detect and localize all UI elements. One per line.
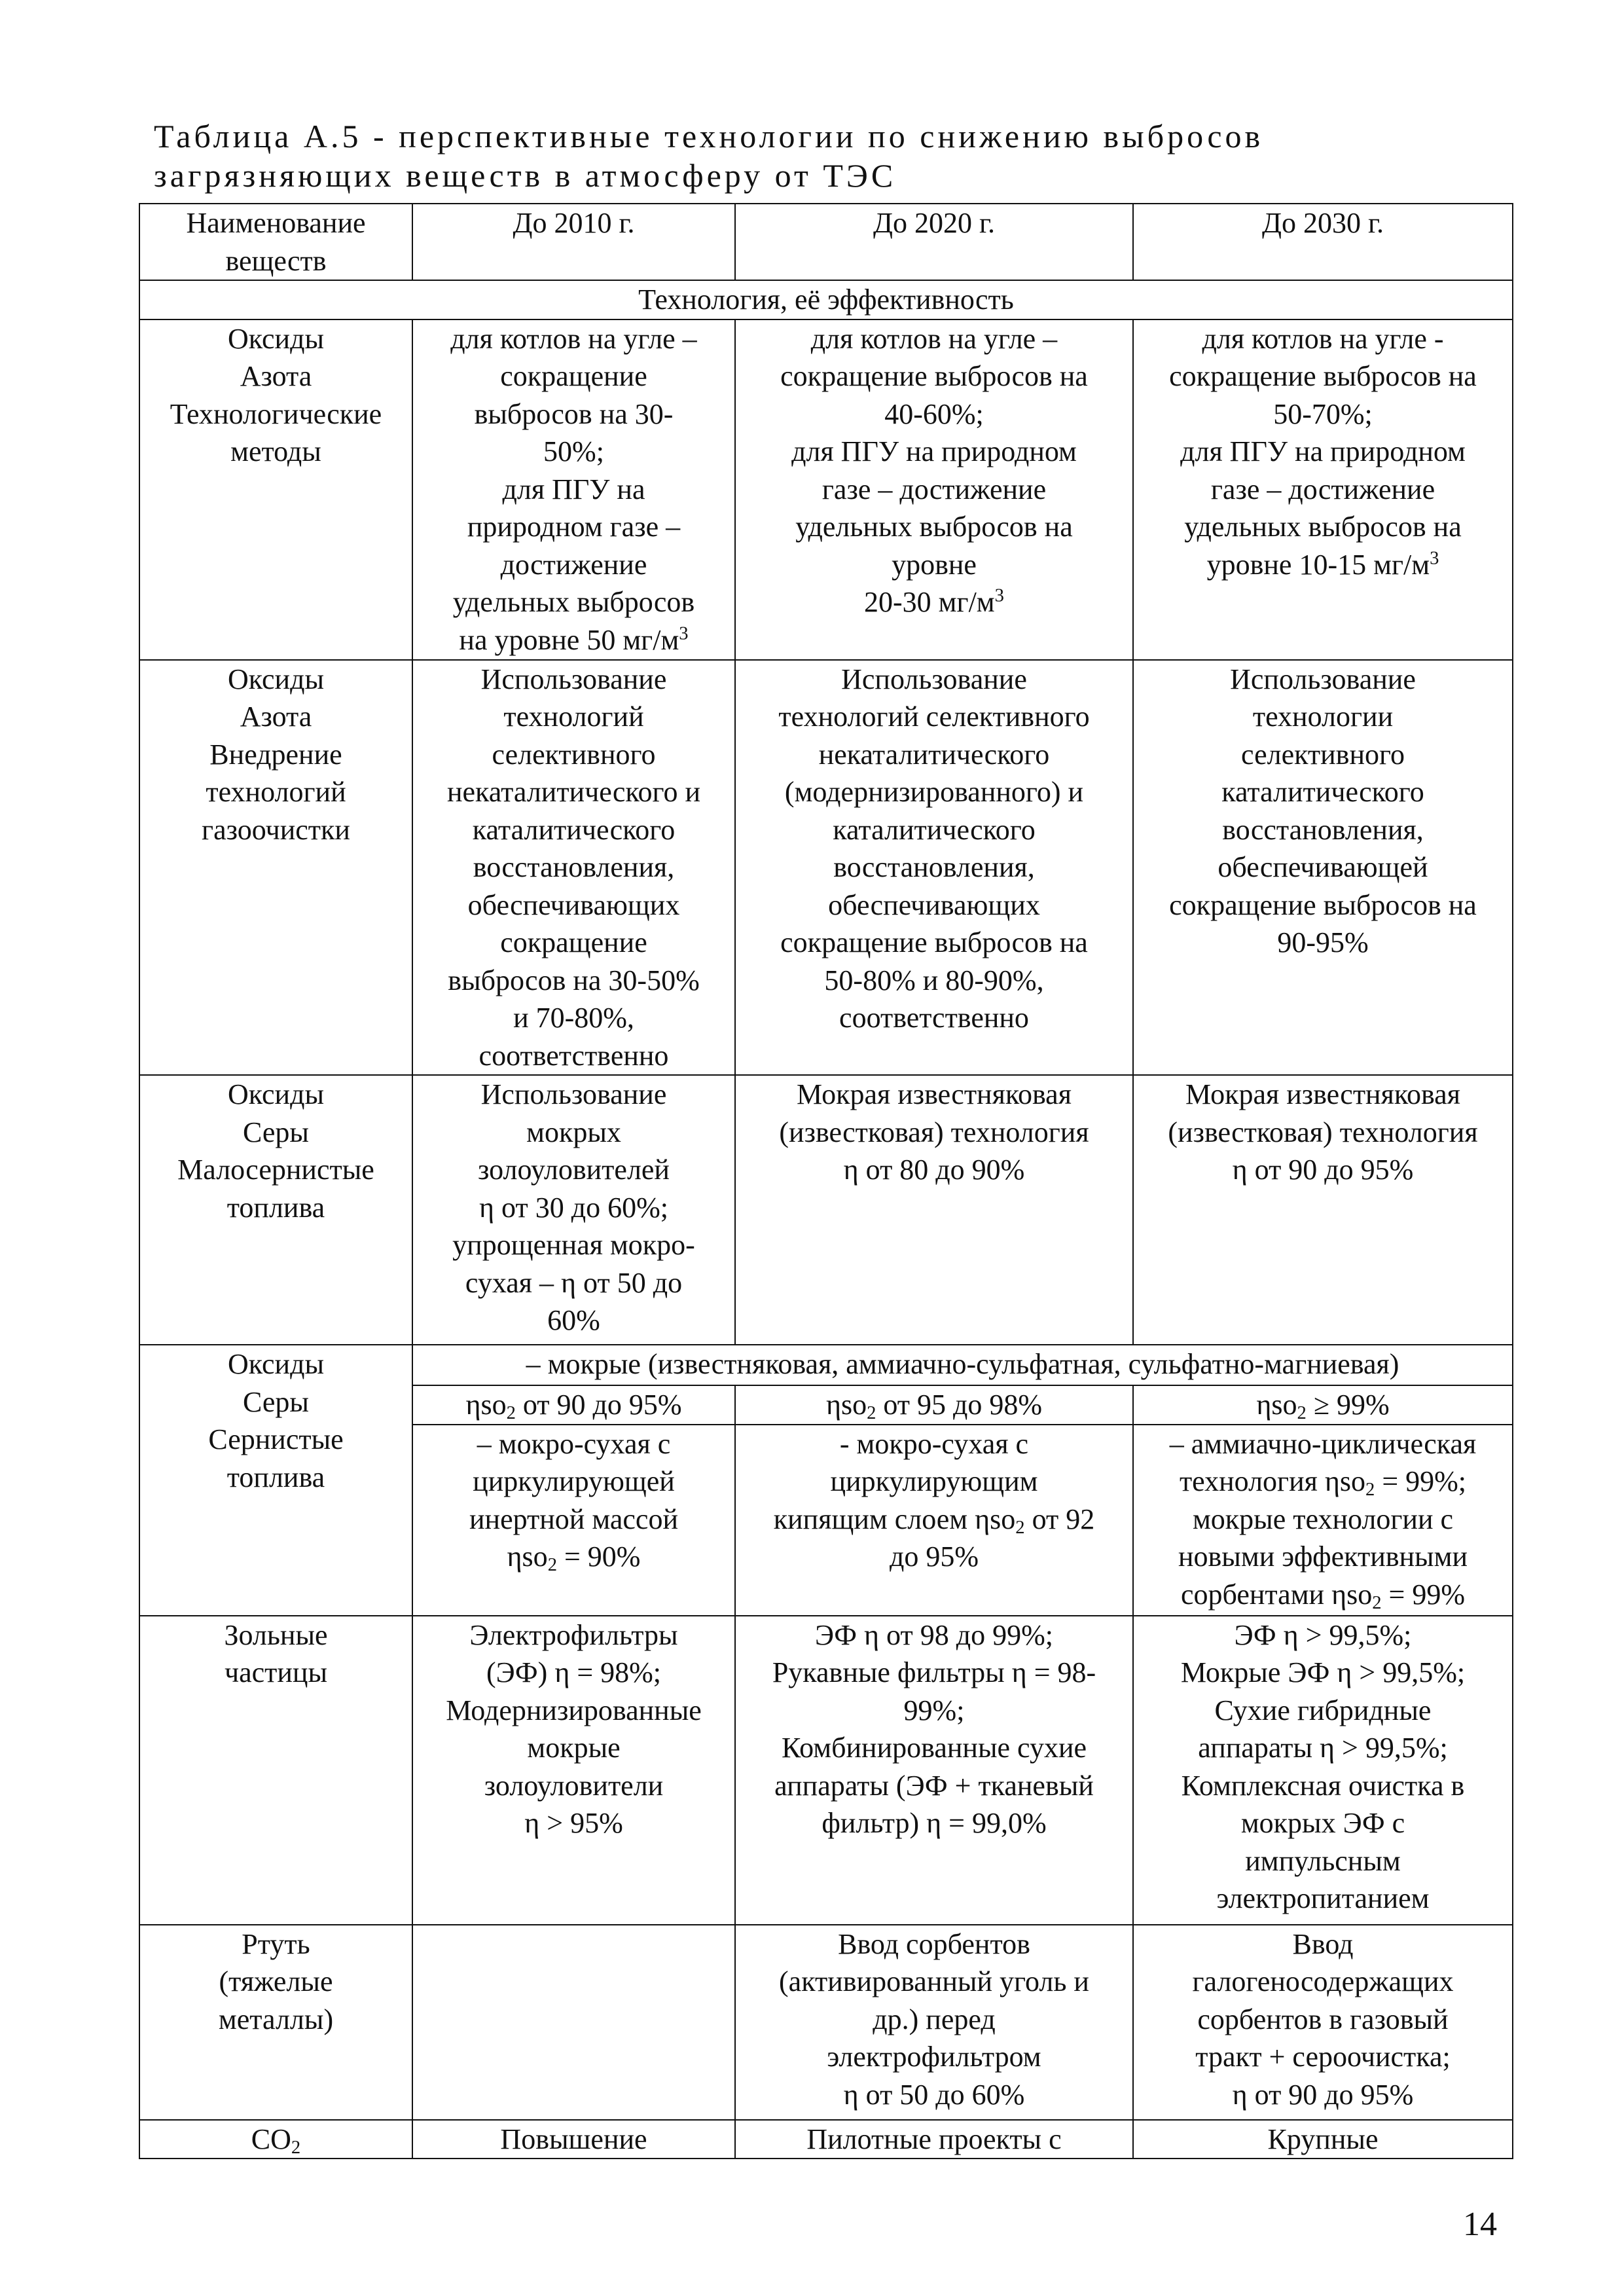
cell-sox-high-2010: – мокро-сухая с циркулирующей инертной массой ηso$_2$ = 90% bbox=[412, 1425, 735, 1616]
row-name-co2: $CO_2$ bbox=[139, 2120, 412, 2159]
cell-nox-gas-2010: Использование технологий селективного некаталитического и каталитического восстановления, обеспечивающих сокращение выбросов на 30-50% и 70-80%, соответственно bbox=[412, 660, 735, 1076]
cell-co2-2020: Пилотные проекты с bbox=[735, 2120, 1133, 2159]
cell-sox-high-wet-methods: – мокрые (известняковая, аммиачно-сульфатная, сульфатно-магниевая) bbox=[412, 1345, 1513, 1385]
header-2010: До 2010 г. bbox=[412, 204, 735, 280]
cell-co2-2030: Крупные bbox=[1133, 2120, 1513, 2159]
cell-ash-2010: Электрофильтры (ЭФ) η = 98%; Модернизированные мокрые золоуловители η > 95% bbox=[412, 1616, 735, 1925]
cell-sox-low-2030: Мокрая известняковая (известковая) технология η от 90 до 95% bbox=[1133, 1075, 1513, 1345]
cell-sox-low-2010: Использование мокрых золоуловителей η от 30 до 60%; упрощенная мокро- сухая – η от 50 до 60% bbox=[412, 1075, 735, 1345]
table-row-mercury bbox=[139, 1925, 1513, 2120]
cell-co2-2010: Повышение bbox=[412, 2120, 735, 2159]
caption-line-2: загрязняющих веществ в атмосферу от ТЭС bbox=[154, 157, 897, 194]
cell-mercury-2010 bbox=[412, 1925, 735, 2120]
section-title: Технология, её эффективность bbox=[139, 280, 1513, 319]
emissions-technologies-table bbox=[139, 203, 1513, 2159]
page-number: 14 bbox=[1463, 2206, 1497, 2243]
cell-sox-high-2020: - мокро-сухая с циркулирующим кипящим слоем ηso$_2$ от 92 до 95% bbox=[735, 1425, 1133, 1616]
row-name-nox-gas-cleaning: Оксиды Азота Внедрение технологий газоочистки bbox=[139, 660, 412, 1076]
table-row-co2 bbox=[139, 2120, 1513, 2159]
table-row-ash bbox=[139, 1616, 1513, 1925]
section-row bbox=[139, 280, 1513, 319]
table-row-nox-technological bbox=[139, 319, 1513, 660]
cell-nox-tech-2030: для котлов на угле - сокращение выбросов на 50-70%; для ПГУ на природном газе – достижение удельных выбросов на уровне 10-15 $мг/м^3$ bbox=[1133, 319, 1513, 660]
caption-line-1: Таблица А.5 - перспективные технологии по снижению выбросов bbox=[154, 118, 1264, 155]
cell-mercury-2020: Ввод сорбентов (активированный уголь и др.) перед электрофильтром η от 50 до 60% bbox=[735, 1925, 1133, 2120]
row-name-sox-low-sulfur: Оксиды Серы Малосернистые топлива bbox=[139, 1075, 412, 1345]
cell-sox-high-eta-2020: ηso$_2$ от 95 до 98% bbox=[735, 1385, 1133, 1425]
row-name-nox-technological: Оксиды Азота Технологические методы bbox=[139, 319, 412, 660]
header-2030: До 2030 г. bbox=[1133, 204, 1513, 280]
cell-ash-2020: ЭФ η от 98 до 99%; Рукавные фильтры η = 98- 99%; Комбинированные сухие аппараты (ЭФ + тканевый фильтр) η = 99,0% bbox=[735, 1616, 1133, 1925]
cell-ash-2030: ЭФ η > 99,5%; Мокрые ЭФ η > 99,5%; Сухие гибридные аппараты η > 99,5%; Комплексная очистка в мокрых ЭФ с импульсным электропитанием bbox=[1133, 1616, 1513, 1925]
cell-nox-tech-2010: для котлов на угле – сокращение выбросов на 30- 50%; для ПГУ на природном газе – достижение удельных выбросов на уровне 50 $мг/м^3$ bbox=[412, 319, 735, 660]
cell-sox-high-2030: – аммиачно-циклическая технология ηso$_2$ = 99%; мокрые технологии с новыми эффективными сорбентами ηso$_2$ = 99% bbox=[1133, 1425, 1513, 1616]
table-row-sox-low-sulfur bbox=[139, 1075, 1513, 1345]
cell-sox-high-eta-2010: ηso$_2$ от 90 до 95% bbox=[412, 1385, 735, 1425]
header-2020: До 2020 г. bbox=[735, 204, 1133, 280]
cell-mercury-2030: Ввод галогеносодержащих сорбентов в газовый тракт + сероочистка; η от 90 до 95% bbox=[1133, 1925, 1513, 2120]
row-name-sox-sulfurous: Оксиды Серы Сернистые топлива bbox=[139, 1345, 412, 1616]
cell-sox-high-eta-2030: ηso$_2$ ≥ 99% bbox=[1133, 1385, 1513, 1425]
table-header-row bbox=[139, 204, 1513, 280]
header-substance: Наименование веществ bbox=[139, 204, 412, 280]
row-name-ash: Зольные частицы bbox=[139, 1616, 412, 1925]
cell-nox-gas-2030: Использование технологии селективного каталитического восстановления, обеспечивающей сокращение выбросов на 90-95% bbox=[1133, 660, 1513, 1076]
table-row-nox-gas-cleaning bbox=[139, 660, 1513, 1076]
table-row-sox-sulfurous bbox=[139, 1345, 1513, 1385]
table-caption bbox=[154, 117, 1496, 195]
cell-nox-gas-2020: Использование технологий селективного некаталитического (модернизированного) и каталитического восстановления, обеспечивающих сокращение выбросов на 50-80% и 80-90%, соответственно bbox=[735, 660, 1133, 1076]
row-name-mercury: Ртуть (тяжелые металлы) bbox=[139, 1925, 412, 2120]
cell-nox-tech-2020: для котлов на угле – сокращение выбросов на 40-60%; для ПГУ на природном газе – достижение удельных выбросов на уровне 20-30 $мг/м^3$ bbox=[735, 319, 1133, 660]
cell-sox-low-2020: Мокрая известняковая (известковая) технология η от 80 до 90% bbox=[735, 1075, 1133, 1345]
